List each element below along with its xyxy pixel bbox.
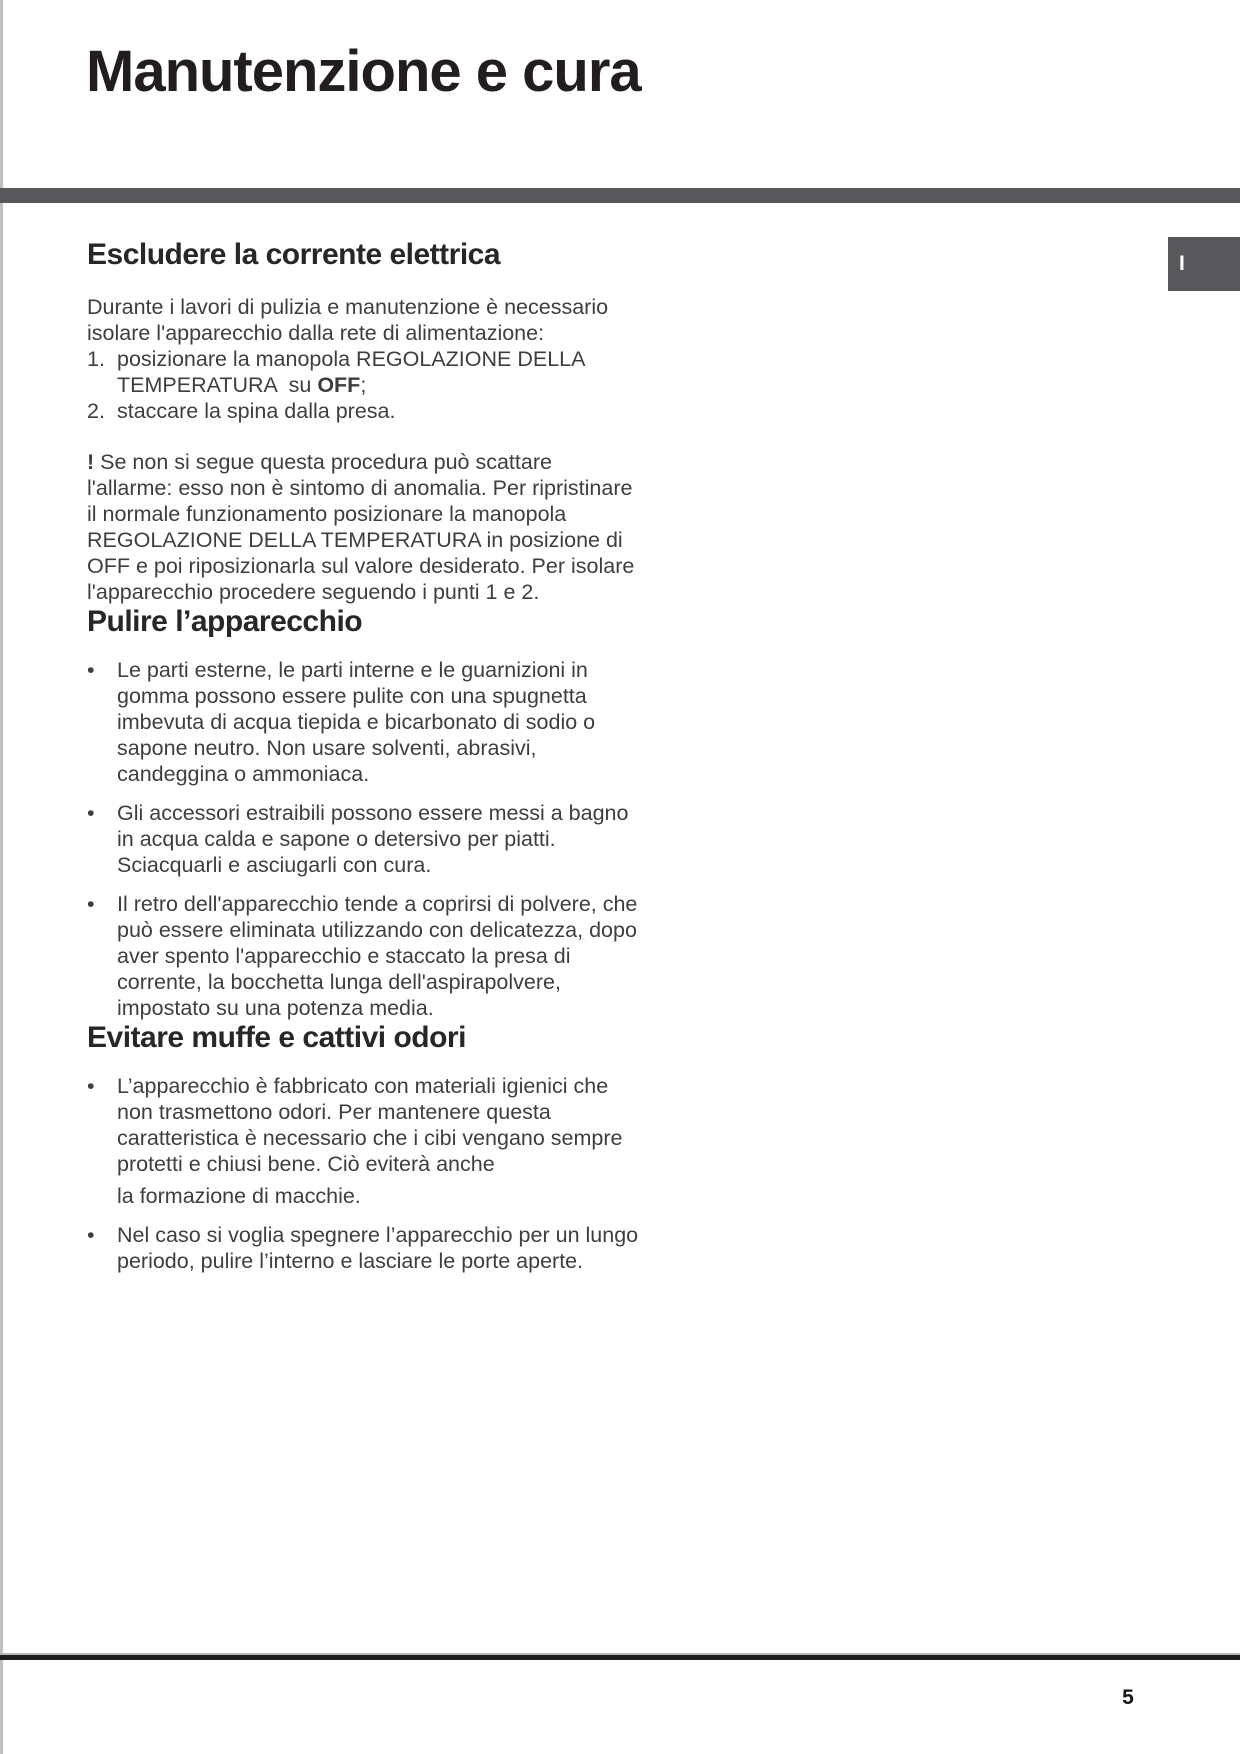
bullet-list: [87, 657, 639, 1021]
bullet-icon: •: [87, 658, 95, 682]
bullet-item: [87, 800, 639, 878]
scan-edge-left: [0, 0, 3, 1754]
numbered-item: [87, 398, 639, 424]
numbered-item: [87, 346, 639, 398]
title-divider-bar: [0, 188, 1240, 203]
bullet-icon: •: [87, 801, 95, 825]
section-pulire-apparecchio: [87, 605, 639, 1021]
section-escludere-corrente: [87, 238, 639, 605]
bullet-item: [87, 657, 639, 787]
bullet-item: [87, 1073, 639, 1209]
bullet-icon: •: [87, 892, 95, 916]
note-paragraph: [87, 449, 639, 605]
bullet-list: [87, 1073, 639, 1274]
numbered-list: [87, 346, 639, 424]
page-title: Manutenzione e cura: [86, 39, 641, 104]
language-tab-label: I: [1179, 252, 1185, 275]
bullet-item: [87, 1222, 639, 1274]
bullet-item: [87, 891, 639, 1021]
bullet-text: Nel caso si voglia spegnere l’apparecchio per un lungo periodo, pulire l’interno e lasciare le porte aperte.: [117, 1223, 639, 1273]
main-text-column: [87, 238, 639, 1274]
footer-rule: [0, 1653, 1240, 1660]
bullet-text: Gli accessori estraibili possono essere messi a bagno in acqua calda e sapone o detersivo per piatti. Sciacquarli e asciugarli con cura.: [117, 801, 629, 877]
page-number: 5: [1122, 1686, 1134, 1709]
bullet-continuation: la formazione di macchie.: [117, 1184, 361, 1208]
language-tab: [1168, 237, 1240, 291]
bullet-text: Le parti esterne, le parti interne e le guarnizioni in gomma possono essere pulite con una spugnetta imbevuta di acqua tiepida e bicarbonato di sodio o sapone neutro. Non usare solventi, abrasivi, candeggina o ammoniaca.: [117, 658, 596, 786]
exclamation-marker: !: [87, 450, 95, 474]
intro-paragraph: Durante i lavori di pulizia e manutenzione è necessario isolare l'apparecchio dalla rete di alimentazione:: [87, 295, 609, 345]
bullet-icon: •: [87, 1223, 95, 1247]
item-text-post: ;: [360, 373, 367, 397]
bullet-icon: •: [87, 1074, 95, 1098]
item-number: 1.: [87, 347, 105, 371]
item-text-bold: OFF: [317, 373, 361, 397]
section-evitare-muffe: [87, 1021, 639, 1274]
bullet-text: Il retro dell'apparecchio tende a coprirsi di polvere, che può essere eliminata utilizzando con delicatezza, dopo aver spento l'apparecchio e staccato la presa di corrente, la bocchetta lunga dell'aspirapolvere, impostato su una potenza media.: [117, 892, 638, 1020]
item-text: posizionare la manopola REGOLAZIONE DELLA TEMPERATURA su: [117, 347, 590, 397]
section-heading: Pulire l’apparecchio: [87, 605, 363, 638]
section-heading: Escludere la corrente elettrica: [87, 238, 501, 271]
bullet-text: L’apparecchio è fabbricato con materiali igienici che non trasmettono odori. Per mantenere questa caratteristica è necessario che i cibi vengano sempre protetti e chiusi bene. Ciò eviterà anche: [117, 1074, 623, 1176]
section-heading: Evitare muffe e cattivi odori: [87, 1021, 466, 1054]
item-text: staccare la spina dalla presa.: [117, 399, 396, 423]
note-text: Se non si segue questa procedura può scattare l'allarme: esso non è sintomo di anomalia. Per ripristinare il normale funzionamento posizionare la manopola REGOLAZIONE DELLA TEMPERATURA in posizione di OFF e poi riposizionarla sul valore desiderato. Per isolare l'apparecchio procedere seguendo i punti 1 e 2.: [87, 450, 641, 604]
item-number: 2.: [87, 399, 105, 423]
